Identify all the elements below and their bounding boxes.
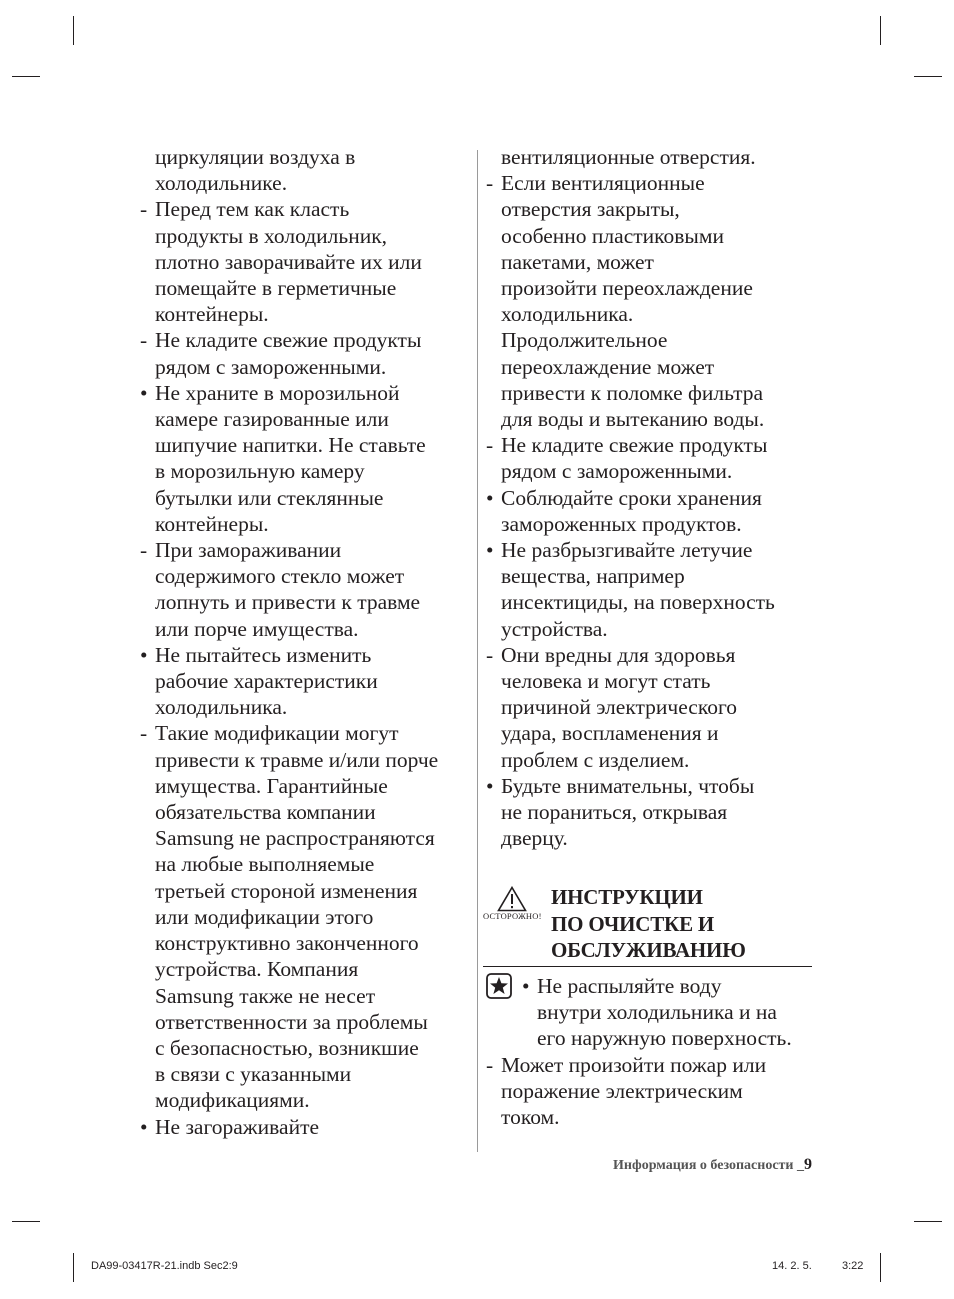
text-line: Если вентиляционные xyxy=(501,171,705,196)
text-line: холодильника. xyxy=(501,302,634,327)
text-line: устройства. Компания xyxy=(155,957,359,982)
text-line: пакетами, может xyxy=(501,249,654,274)
section-title-line: ОБСЛУЖИВАНИЮ xyxy=(551,938,746,962)
text-line: в связи с указанными xyxy=(155,1062,352,1087)
crop-mark xyxy=(914,76,942,77)
bullet-marker: • xyxy=(140,642,148,667)
print-slug-time: 3:22 xyxy=(842,1260,864,1272)
bullet-marker: • xyxy=(486,485,494,510)
cleaning-instructions xyxy=(486,973,816,1130)
bullet-marker: • xyxy=(140,380,148,405)
text-line: на любые выполняемые xyxy=(155,852,375,877)
bullet-marker: • xyxy=(486,538,494,563)
print-slug-date: 14. 2. 5. xyxy=(772,1260,812,1272)
text-line: замороженных продуктов. xyxy=(501,511,742,536)
section-title-line: ПО ОЧИСТКЕ И xyxy=(551,911,715,936)
text-line: для воды и вытеканию воды. xyxy=(501,407,765,432)
dash-marker: - xyxy=(140,721,148,746)
text-line: Не кладите свежие продукты xyxy=(501,433,768,458)
text-line: отверстия закрыты, xyxy=(501,197,680,222)
text-line: Samsung также не несет xyxy=(155,983,376,1008)
text-line: рядом с замороженными. xyxy=(155,354,387,379)
dash-item xyxy=(140,327,470,379)
text-line: вентиляционные отверстия. xyxy=(501,145,756,169)
text-line: его наружную поверхность. xyxy=(537,1026,792,1051)
text-line: рядом с замороженными. xyxy=(501,459,733,484)
text-line: переохлаждение может xyxy=(501,354,715,379)
dash-marker: - xyxy=(486,642,494,667)
bullet-item xyxy=(140,1114,470,1140)
dash-marker: - xyxy=(486,1052,494,1077)
text-line: особенно пластиковыми xyxy=(501,223,724,248)
text-line: Не разбрызгивайте летучие xyxy=(501,538,753,563)
bullet-item xyxy=(486,973,816,1052)
dash-item xyxy=(140,196,470,327)
text-line: произойти переохлаждение xyxy=(501,276,753,301)
text-line: холодильника. xyxy=(155,695,288,720)
text-line: продукты в холодильник, xyxy=(155,223,388,248)
text-line: Samsung не распространяются xyxy=(155,826,435,851)
crop-mark xyxy=(73,16,74,45)
text-line: поражение электрическим xyxy=(501,1078,743,1103)
dash-marker: - xyxy=(140,538,148,563)
text-line: бутылки или стеклянные xyxy=(155,485,384,510)
text-line: контейнеры. xyxy=(155,302,269,327)
continued-text xyxy=(486,144,814,170)
caution-label: ОСТОРОЖНО! xyxy=(483,911,542,921)
text-line: Соблюдайте сроки хранения xyxy=(501,485,762,510)
text-line: Они вредны для здоровья xyxy=(501,642,736,667)
dash-marker: - xyxy=(140,328,148,353)
crop-mark xyxy=(914,1221,942,1222)
cleaning-section-header xyxy=(483,884,813,966)
text-line: камере газированные или xyxy=(155,407,389,432)
text-line: конструктивно законченного xyxy=(155,931,419,956)
text-line: имущества. Гарантийные xyxy=(155,773,388,798)
column-divider xyxy=(477,150,478,1152)
dash-item xyxy=(140,537,470,642)
text-line: обязательства компании xyxy=(155,800,376,825)
dash-item xyxy=(486,1052,816,1131)
text-line: привести к травме и/или порче xyxy=(155,747,439,772)
text-line: Не храните в морозильной xyxy=(155,380,400,405)
text-line: внутри холодильника и на xyxy=(537,1000,777,1025)
dash-marker: - xyxy=(140,197,148,222)
section-title xyxy=(551,884,746,964)
text-line: Продолжительное xyxy=(501,328,668,353)
text-line: лопнуть и привести к травме xyxy=(155,590,421,615)
print-slug-file: DA99-03417R-21.indb Sec2:9 xyxy=(91,1260,238,1272)
footer-section-name: Информация о безопасности _ xyxy=(613,1158,804,1173)
text-line: удара, воспламенения и xyxy=(501,721,719,746)
text-line: инсектициды, на поверхность xyxy=(501,590,775,615)
text-line: третьей стороной изменения xyxy=(155,878,418,903)
bullet-item xyxy=(140,380,470,537)
crop-mark xyxy=(880,1253,881,1282)
text-line: или модификации этого xyxy=(155,904,374,929)
dash-item xyxy=(486,432,814,484)
text-line: ответственности за проблемы xyxy=(155,1009,428,1034)
text-line: рабочие характеристики xyxy=(155,669,378,694)
bullet-marker: • xyxy=(140,1114,148,1139)
text-line: не пораниться, открывая xyxy=(501,800,728,825)
text-line: или порче имущества. xyxy=(155,616,359,641)
bullet-item xyxy=(486,773,814,852)
text-line: плотно заворачивайте их или xyxy=(155,249,422,274)
page-footer xyxy=(613,1156,812,1174)
section-title-line: ИНСТРУКЦИИ xyxy=(551,885,703,909)
left-column xyxy=(140,144,470,1140)
dash-item xyxy=(140,720,470,1113)
page-number: 9 xyxy=(804,1156,812,1173)
text-line: устройства. xyxy=(501,616,608,641)
text-line: При замораживании xyxy=(155,538,342,563)
text-line: вещества, например xyxy=(501,564,685,589)
text-line: дверцу. xyxy=(501,826,568,851)
dash-marker: - xyxy=(486,171,494,196)
text-line: Перед тем как класть xyxy=(155,197,350,222)
crop-mark xyxy=(12,1221,40,1222)
text-line: содержимого стекло может xyxy=(155,564,405,589)
dash-marker: - xyxy=(486,433,494,458)
text-line: Такие модификации могут xyxy=(155,721,399,746)
text-line: причиной электрического xyxy=(501,695,737,720)
warning-triangle-icon xyxy=(497,886,527,912)
crop-mark xyxy=(73,1253,74,1282)
right-column xyxy=(486,144,814,851)
text-line: шипучие напитки. Не ставьте xyxy=(155,433,426,458)
bullet-marker: • xyxy=(486,773,494,798)
text-line: модификациями. xyxy=(155,1088,310,1113)
dash-item xyxy=(486,170,814,432)
text-line: Не пытайтесь изменить xyxy=(155,642,372,667)
text-line: Не кладите свежие продукты xyxy=(155,328,422,353)
bullet-marker: • xyxy=(522,974,530,998)
bullet-item xyxy=(486,537,814,642)
text-line: Не загораживайте xyxy=(155,1114,320,1139)
text-line: Не распыляйте воду xyxy=(537,974,722,998)
text-line: током. xyxy=(501,1105,560,1130)
section-rule xyxy=(483,966,812,967)
bullet-item xyxy=(486,485,814,537)
crop-mark xyxy=(880,16,881,45)
dash-item xyxy=(486,642,814,773)
text-line: Может произойти пожар или xyxy=(501,1052,767,1077)
text-line: в морозильную камеру xyxy=(155,459,365,484)
text-line: человека и могут стать xyxy=(501,669,711,694)
text-line: циркуляции воздуха в xyxy=(155,145,356,169)
bullet-item xyxy=(140,642,470,721)
text-line: холодильнике. xyxy=(155,171,288,196)
text-line: контейнеры. xyxy=(155,511,269,536)
caution-badge xyxy=(483,886,541,921)
text-line: с безопасностью, возникшие xyxy=(155,1035,419,1060)
text-line: проблем с изделием. xyxy=(501,747,690,772)
text-line: помещайте в герметичные xyxy=(155,276,397,301)
text-line: Будьте внимательны, чтобы xyxy=(501,773,755,798)
continued-text xyxy=(140,144,470,196)
crop-mark xyxy=(12,76,40,77)
text-line: привести к поломке фильтра xyxy=(501,380,764,405)
